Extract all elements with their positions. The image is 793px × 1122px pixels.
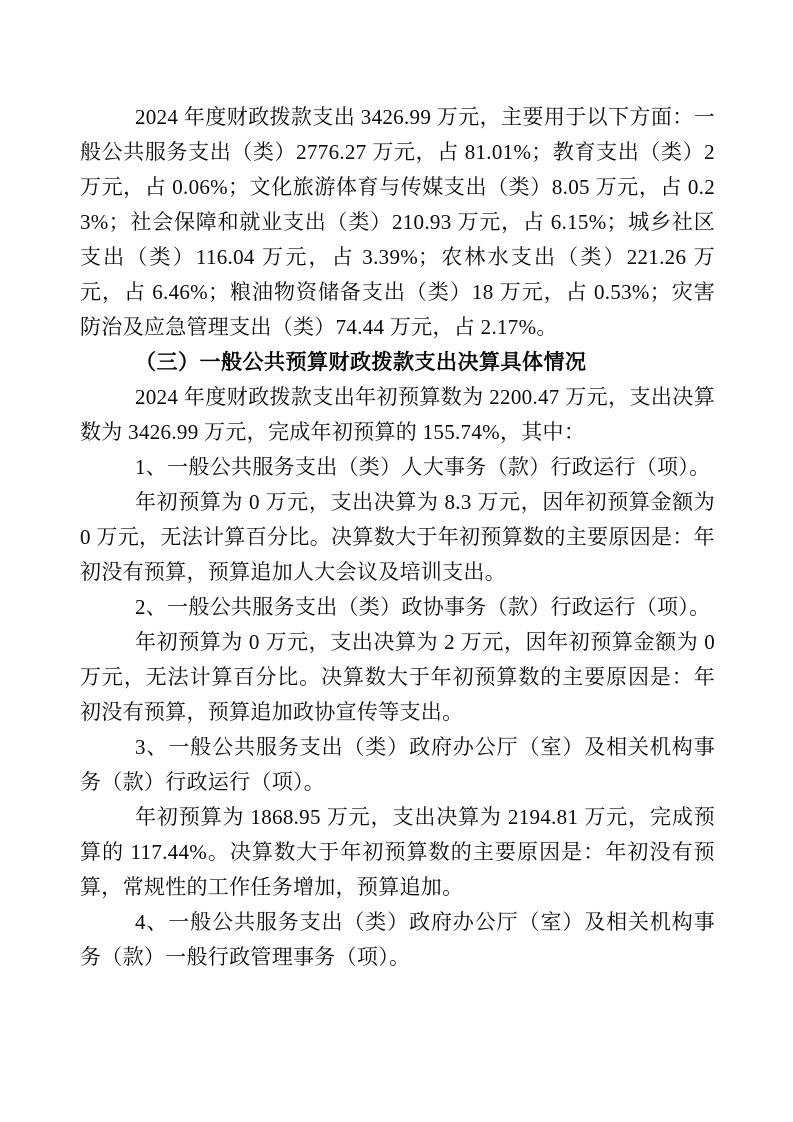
- paragraph-item-1-detail: 年初预算为 0 万元，支出决算为 8.3 万元，因年初预算金额为 0 万元，无法计算百分比。决算数大于年初预算数的主要原因是：年初没有预算，预算追加人大会议及培训支出。: [80, 490, 715, 584]
- paragraph-item-1-title: 1、一般公共服务支出（类）人大事务（款）行政运行（项）。: [135, 455, 711, 479]
- paragraph-fiscal-expenditure-breakdown: 2024 年度财政拨款支出 3426.99 万元，主要用于以下方面：一般公共服务支出（类）2776.27 万元，占 81.01%；教育支出（类）2 万元，占 0.06%；文化旅游体育与传媒支出（类）8.05 万元，占 0.23%；社会保障和就业支出（类）210.93 万元，占 6.15%；城乡社区支出（类）116.04 万元，占 3.39%；农林水支出（类）221.26 万元，占 6.46%；粮油物资储备支出（类）18 万元，占 0.53%；灾害防治及应急管理支出（类）74.44 万元，占 2.17%。: [80, 105, 715, 339]
- paragraph-item-3-title: 3、一般公共服务支出（类）政府办公厅（室）及相关机构事务（款）行政运行（项）。: [80, 735, 715, 794]
- paragraph-budget-vs-final-summary: 2024 年度财政拨款支出年初预算数为 2200.47 万元，支出决算数为 3426.99 万元，完成年初预算的 155.74%，其中：: [80, 385, 715, 444]
- paragraph-item-2-detail: 年初预算为 0 万元，支出决算为 2 万元，因年初预算金额为 0 万元，无法计算百分比。决算数大于年初预算数的主要原因是：年初没有预算，预算追加政协宣传等支出。: [80, 630, 715, 724]
- section-heading-three: （三）一般公共预算财政拨款支出决算具体情况: [135, 351, 587, 374]
- paragraph-item-4-title: 4、一般公共服务支出（类）政府办公厅（室）及相关机构事务（款）一般行政管理事务（项）。: [80, 910, 715, 969]
- document-body: [80, 100, 715, 975]
- paragraph-item-3-detail: 年初预算为 1868.95 万元，支出决算为 2194.81 万元，完成预算的 117.44%。决算数大于年初预算数的主要原因是：年初没有预算，常规性的工作任务增加，预算追加。: [80, 805, 715, 899]
- paragraph-item-2-title: 2、一般公共服务支出（类）政协事务（款）行政运行（项）。: [135, 595, 711, 619]
